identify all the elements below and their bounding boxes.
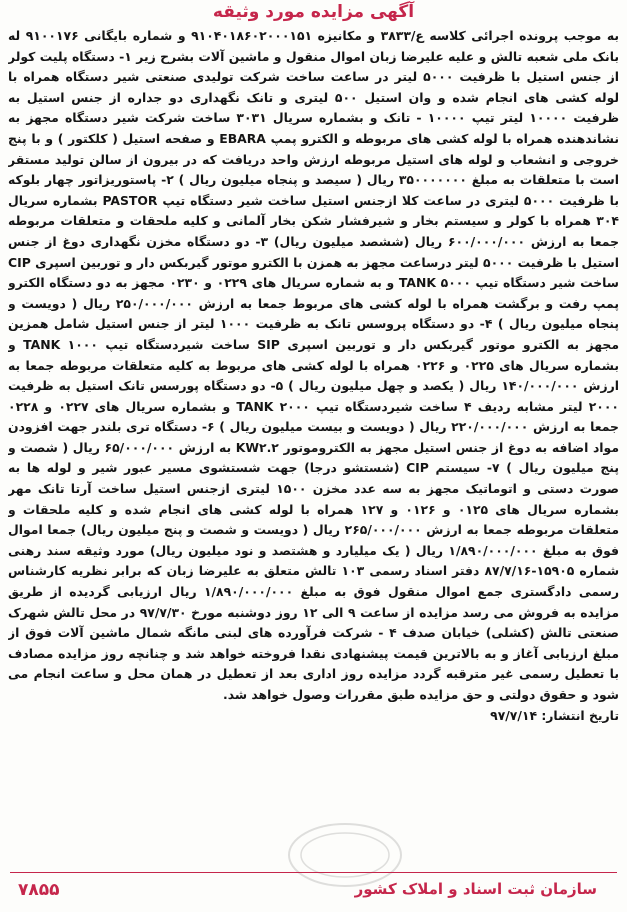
notice-paragraph-main: به موجب پرونده اجرائی کلاسه ع/۳۸۳۳ و مکانیزه ۹۱۰۴۰۱۸۶۰۲۰۰۰۱۵۱ و شماره بایگانی ۹۱۰۰۱۷۶ له بانک ملی شعبه تالش و علیه علیرضا زبان اموال منقول و ماشین آلات بشرح زیر ۱- دستگاه پلیت کولر از جنس استیل با ظرفیت ۵۰۰۰ لیتر در ساعت ساخت شرکت تولیدی صنعتی شیر دستگاه همراه با لوله کشی های انجام شده و وان استیل ۵۰۰ لیتری و تانک نگهداری دو جداره از جنس استیل به ظرفیت ۱۰۰۰۰ لیتر تیپ ۱۰۰۰۰ - تانک و بشماره سریال ۳۰۳۱ ساخت شرکت شیر دستگاه مجهز به نشاندهنده همراه با لوله کشی های مربوطه و الکترو پمپ EBARA و صفحه استیل ( کلکتور ) و با پنج خروجی و انشعاب و لوله های استیل مربوطه ارزش واحد دریافت که در بیرون از سالن تولید مستقر است با متعلقات به مبلغ ۳۵۰۰۰۰۰۰۰ ریال ( سیصد و پنجاه میلیون ریال ) ۲- پاستوریزاتور چهار بلوکه با ظرفیت ۵۰۰۰ لیتری در ساعت کلا ازجنس استیل ساخت شیر دستگاه تیپ PASTOR بشماره سریال ۳۰۴ همراه با کولر و سیستم بخار و شیرفشار شکن بخار آلمانی و کلیه ملحقات و متعلقات مربوطه جمعا به ارزش ۶۰۰/۰۰۰/۰۰۰ ریال (ششصد میلیون ریال) ۳- دو دستگاه مخزن نگهداری دوغ از جنس استیل با ظرفیت ۵۰۰۰ لیتر درساعت مجهز به همزن با الکترو موتور گیربکس دار و توربین اسپری CIP ساخت شیر دستگاه تیپ TANK ۵۰۰۰ و به شماره سریال های ۰۲۲۹ و ۰۲۳۰ مجهز به دو دستگاه الکترو پمپ رفت و برگشت همراه با لوله کشی های مربوط جمعا به ارزش ۲۵۰/۰۰۰/۰۰۰ ریال ( دویست و پنجاه میلیون ریال ) ۴- دو دستگاه پروسس تانک به ظرفیت ۱۰۰۰ لیتر از جنس استیل شامل همزین مجهز به الکترو موتور گیربکس دار و توربین اسپری SIP ساخت شیردستگاه تیپ TANK ۱۰۰۰ و بشماره سریال های ۰۲۲۵ و ۰۲۲۶ همراه با لوله کشی های مربوط به کلیه متعلقات مربوطه جمعا به ارزش ۱۴۰/۰۰۰/۰۰۰ ریال ( یکصد و چهل میلیون ریال ) ۵- دو دستگاه پورسس تانک استیل به ظرفیت ۲۰۰۰ لیتر مشابه ردیف ۴ ساخت شیردستگاه تیپ TANK ۲۰۰۰ و بشماره سریال های ۰۲۲۷ و ۰۲۲۸ جمعا به ارزش ۲۲۰/۰۰۰/۰۰۰ ریال ( دویست و بیست میلیون ریال ) ۶- دستگاه تری بلندر جهت افزودن مواد اضافه به دوغ از جنس استیل مجهز به الکتروموتور KW۲.۲ به ارزش ۶۵/۰۰۰/۰۰۰ ریال ( شصت و پنج میلیون ریال ) ۷- سیستم CIP (شستشو درجا) جهت شستشوی مسیر عبور شیر و لوله ها به صورت دستی و اتوماتیک مجهز به سه عدد مخزن ۱۵۰۰ لیتری ازجنس استیل ساخت آرتا تانک مهر بشماره سریال های ۰۱۲۵ و ۰۱۲۶ و ۱۲۷ همراه با لوله کشی های انجام شده و کلیه ملحقات و متعلقات مربوطه جمعا به ارزش ۲۶۵/۰۰۰/۰۰۰ ریال ( دویست و شصت و پنج میلیون ریال) جمعا اموال فوق به مبلغ ۱/۸۹۰/۰۰۰/۰۰۰ ریال ( یک میلیارد و هشتصد و نود میلیون ریال) مورد وثیقه سند رهنی شماره ۱۵۹۰۵-۸۷/۷/۱۶ دفتر اسناد رسمی ۱۰۳ تالش متعلق به علیرضا زبان که برابر نظریه کارشناس رسمی دادگستری جمع اموال منقول فوق به مبلغ ۱/۸۹۰/۰۰۰/۰۰۰ ریال ارزیابی گردیده از طریق مزایده به فروش می رسد مزایده از ساعت ۹ الی ۱۲ روز دوشنبه مورخ ۹۷/۷/۳۰ در محل تالش شهرک صنعتی تالش (کشلی) خیابان صدف ۴ - شرکت فرآورده های لبنی مانگه شمال ماشین آلات فوق از مبلغ ارزیابی آغاز و به بالاترین قیمت پیشنهادی نقدا فروخته خواهد شد و چنانچه روز مزایده مصادف با تعطیل رسمی غیر مترقبه گردد مزایده روز اداری بعد از تعطیل در همان محل و ساعت انجام می شود و حقوق دولتی و حق مزایده طبق مقررات وصول خواهد شد. (8, 28, 619, 702)
ad-code: ۷۸۵۵ (18, 880, 60, 900)
notice-title: آگهی مزایده مورد وثیقه (212, 2, 415, 22)
organization-name: سازمان ثبت اسناد و املاک کشور (354, 880, 597, 898)
publication-date: تاریخ انتشار: ۹۷/۷/۱۴ (490, 707, 619, 723)
notice-footer (0, 866, 627, 912)
notice-body (8, 26, 619, 864)
footer-divider (10, 872, 617, 873)
